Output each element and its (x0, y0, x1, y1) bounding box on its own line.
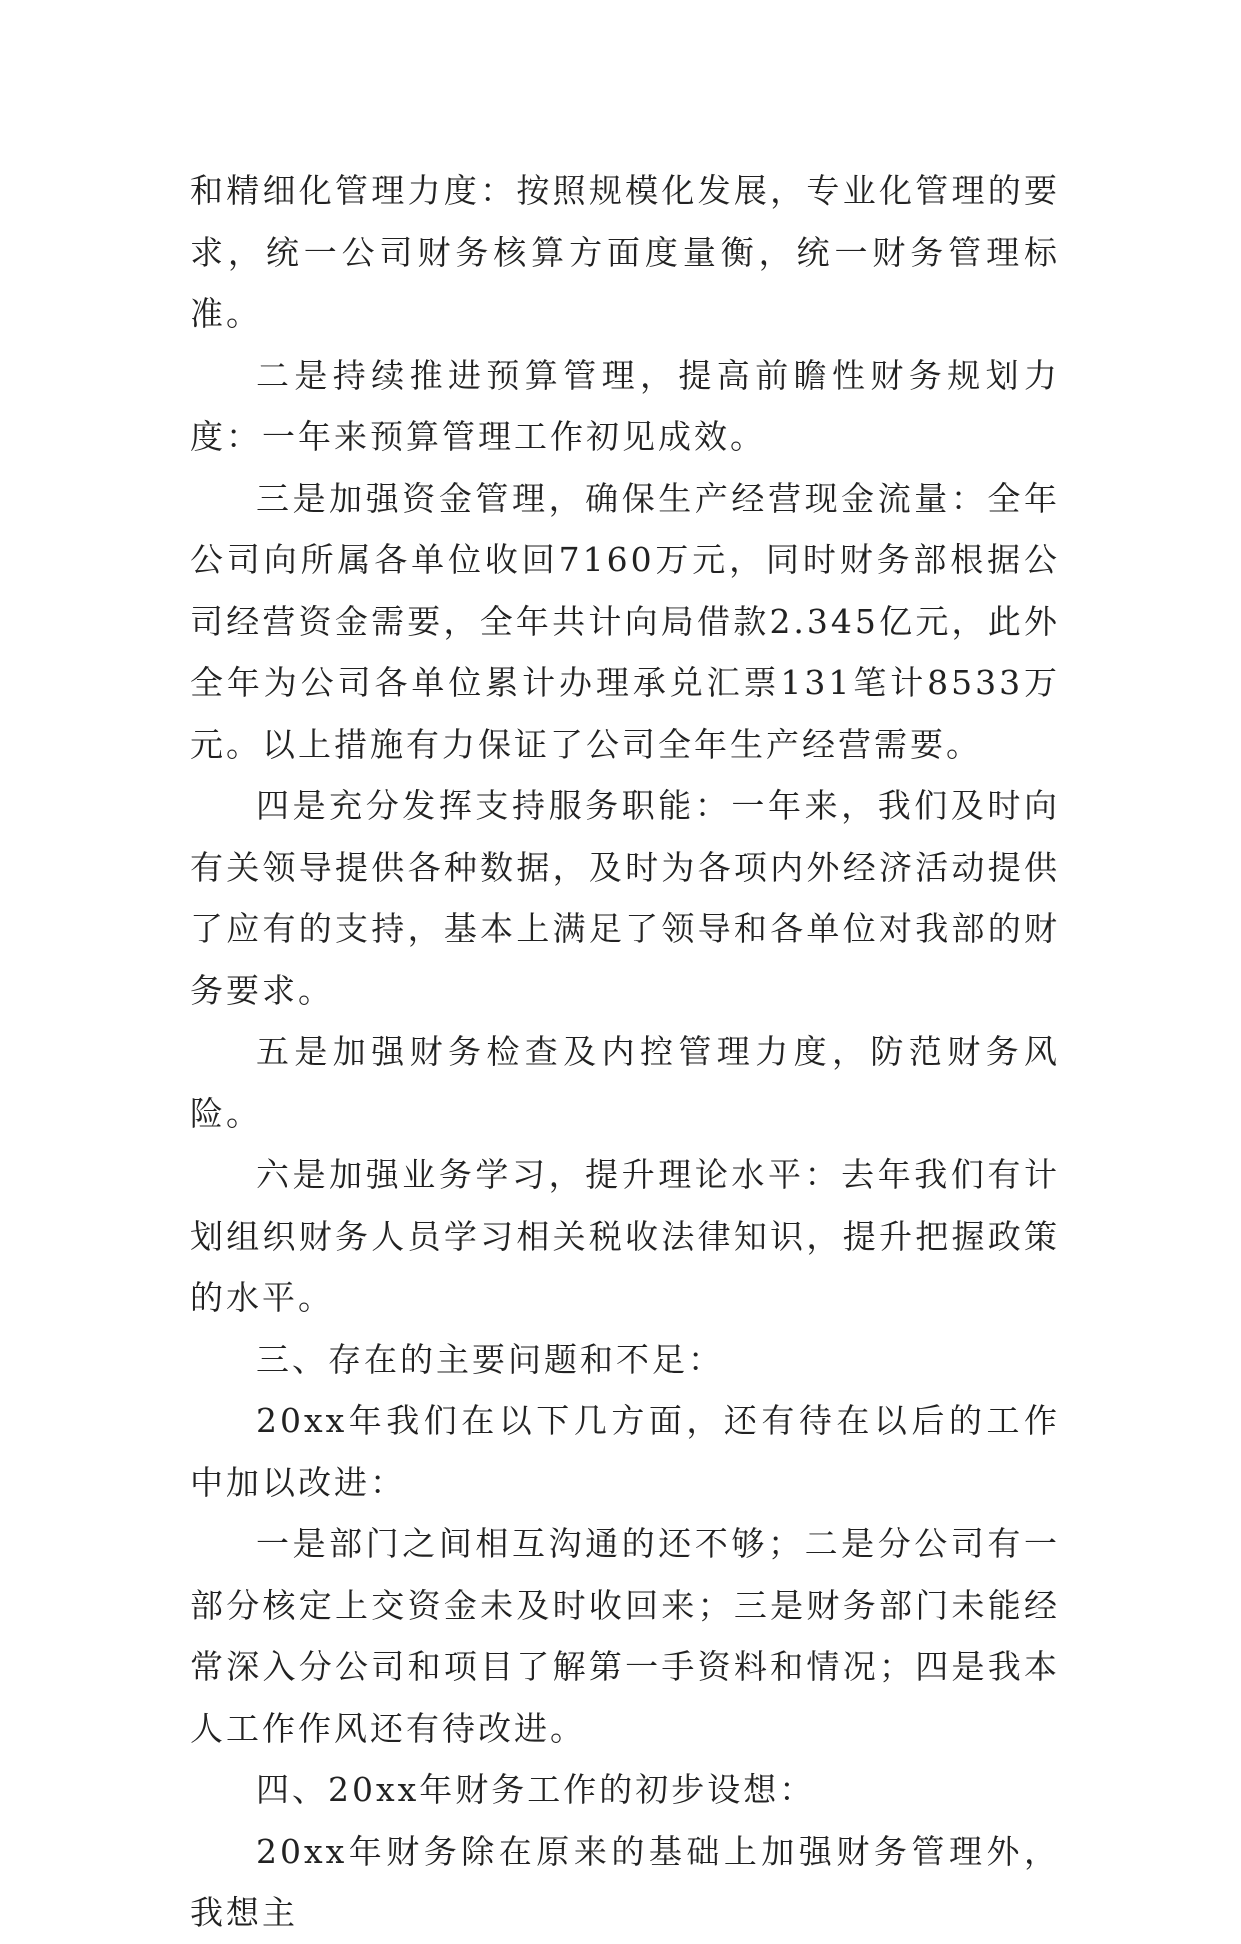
document-body (190, 160, 1060, 1944)
paragraph-2: 二是持续推进预算管理，提高前瞻性财务规划力度：一年来预算管理工作初见成效。 (190, 355, 1060, 456)
paragraph-5: 五是加强财务检查及内控管理力度，防范财务风险。 (190, 1032, 1060, 1133)
paragraph-1: 和精细化管理力度：按照规模化发展，专业化管理的要求，统一公司财务核算方面度量衡，统一财务管理标准。 (190, 171, 1060, 333)
section-heading-problems: 三、存在的主要问题和不足： (256, 1339, 724, 1379)
paragraph-4: 四是充分发挥支持服务职能：一年来，我们及时向有关领导提供各种数据，及时为各项内外经济活动提供了应有的支持，基本上满足了领导和各单位对我部的财务要求。 (190, 786, 1060, 1010)
paragraph-6: 六是加强业务学习，提升理论水平：去年我们有计划组织财务人员学习相关税收法律知识，提升把握政策的水平。 (190, 1155, 1060, 1317)
paragraph-3: 三是加强资金管理，确保生产经营现金流量：全年公司向所属各单位收回7160万元，同时财务部根据公司经营资金需要，全年共计向局借款2.345亿元，此外全年为公司各单位累计办理承兑汇票131笔计8533万元。以上措施有力保证了公司全年生产经营需要。 (190, 478, 1060, 764)
paragraph-11: 20xx年财务除在原来的基础上加强财务管理外，我想主 (190, 1831, 1060, 1932)
paragraph-9: 一是部门之间相互沟通的还不够；二是分公司有一部分核定上交资金未及时收回来；三是财务部门未能经常深入分公司和项目了解第一手资料和情况；四是我本人工作作风还有待改进。 (190, 1524, 1060, 1748)
paragraph-8: 20xx年我们在以下几方面，还有待在以后的工作中加以改进： (190, 1401, 1060, 1502)
section-heading-plans: 四、20xx年财务工作的初步设想： (256, 1770, 816, 1809)
